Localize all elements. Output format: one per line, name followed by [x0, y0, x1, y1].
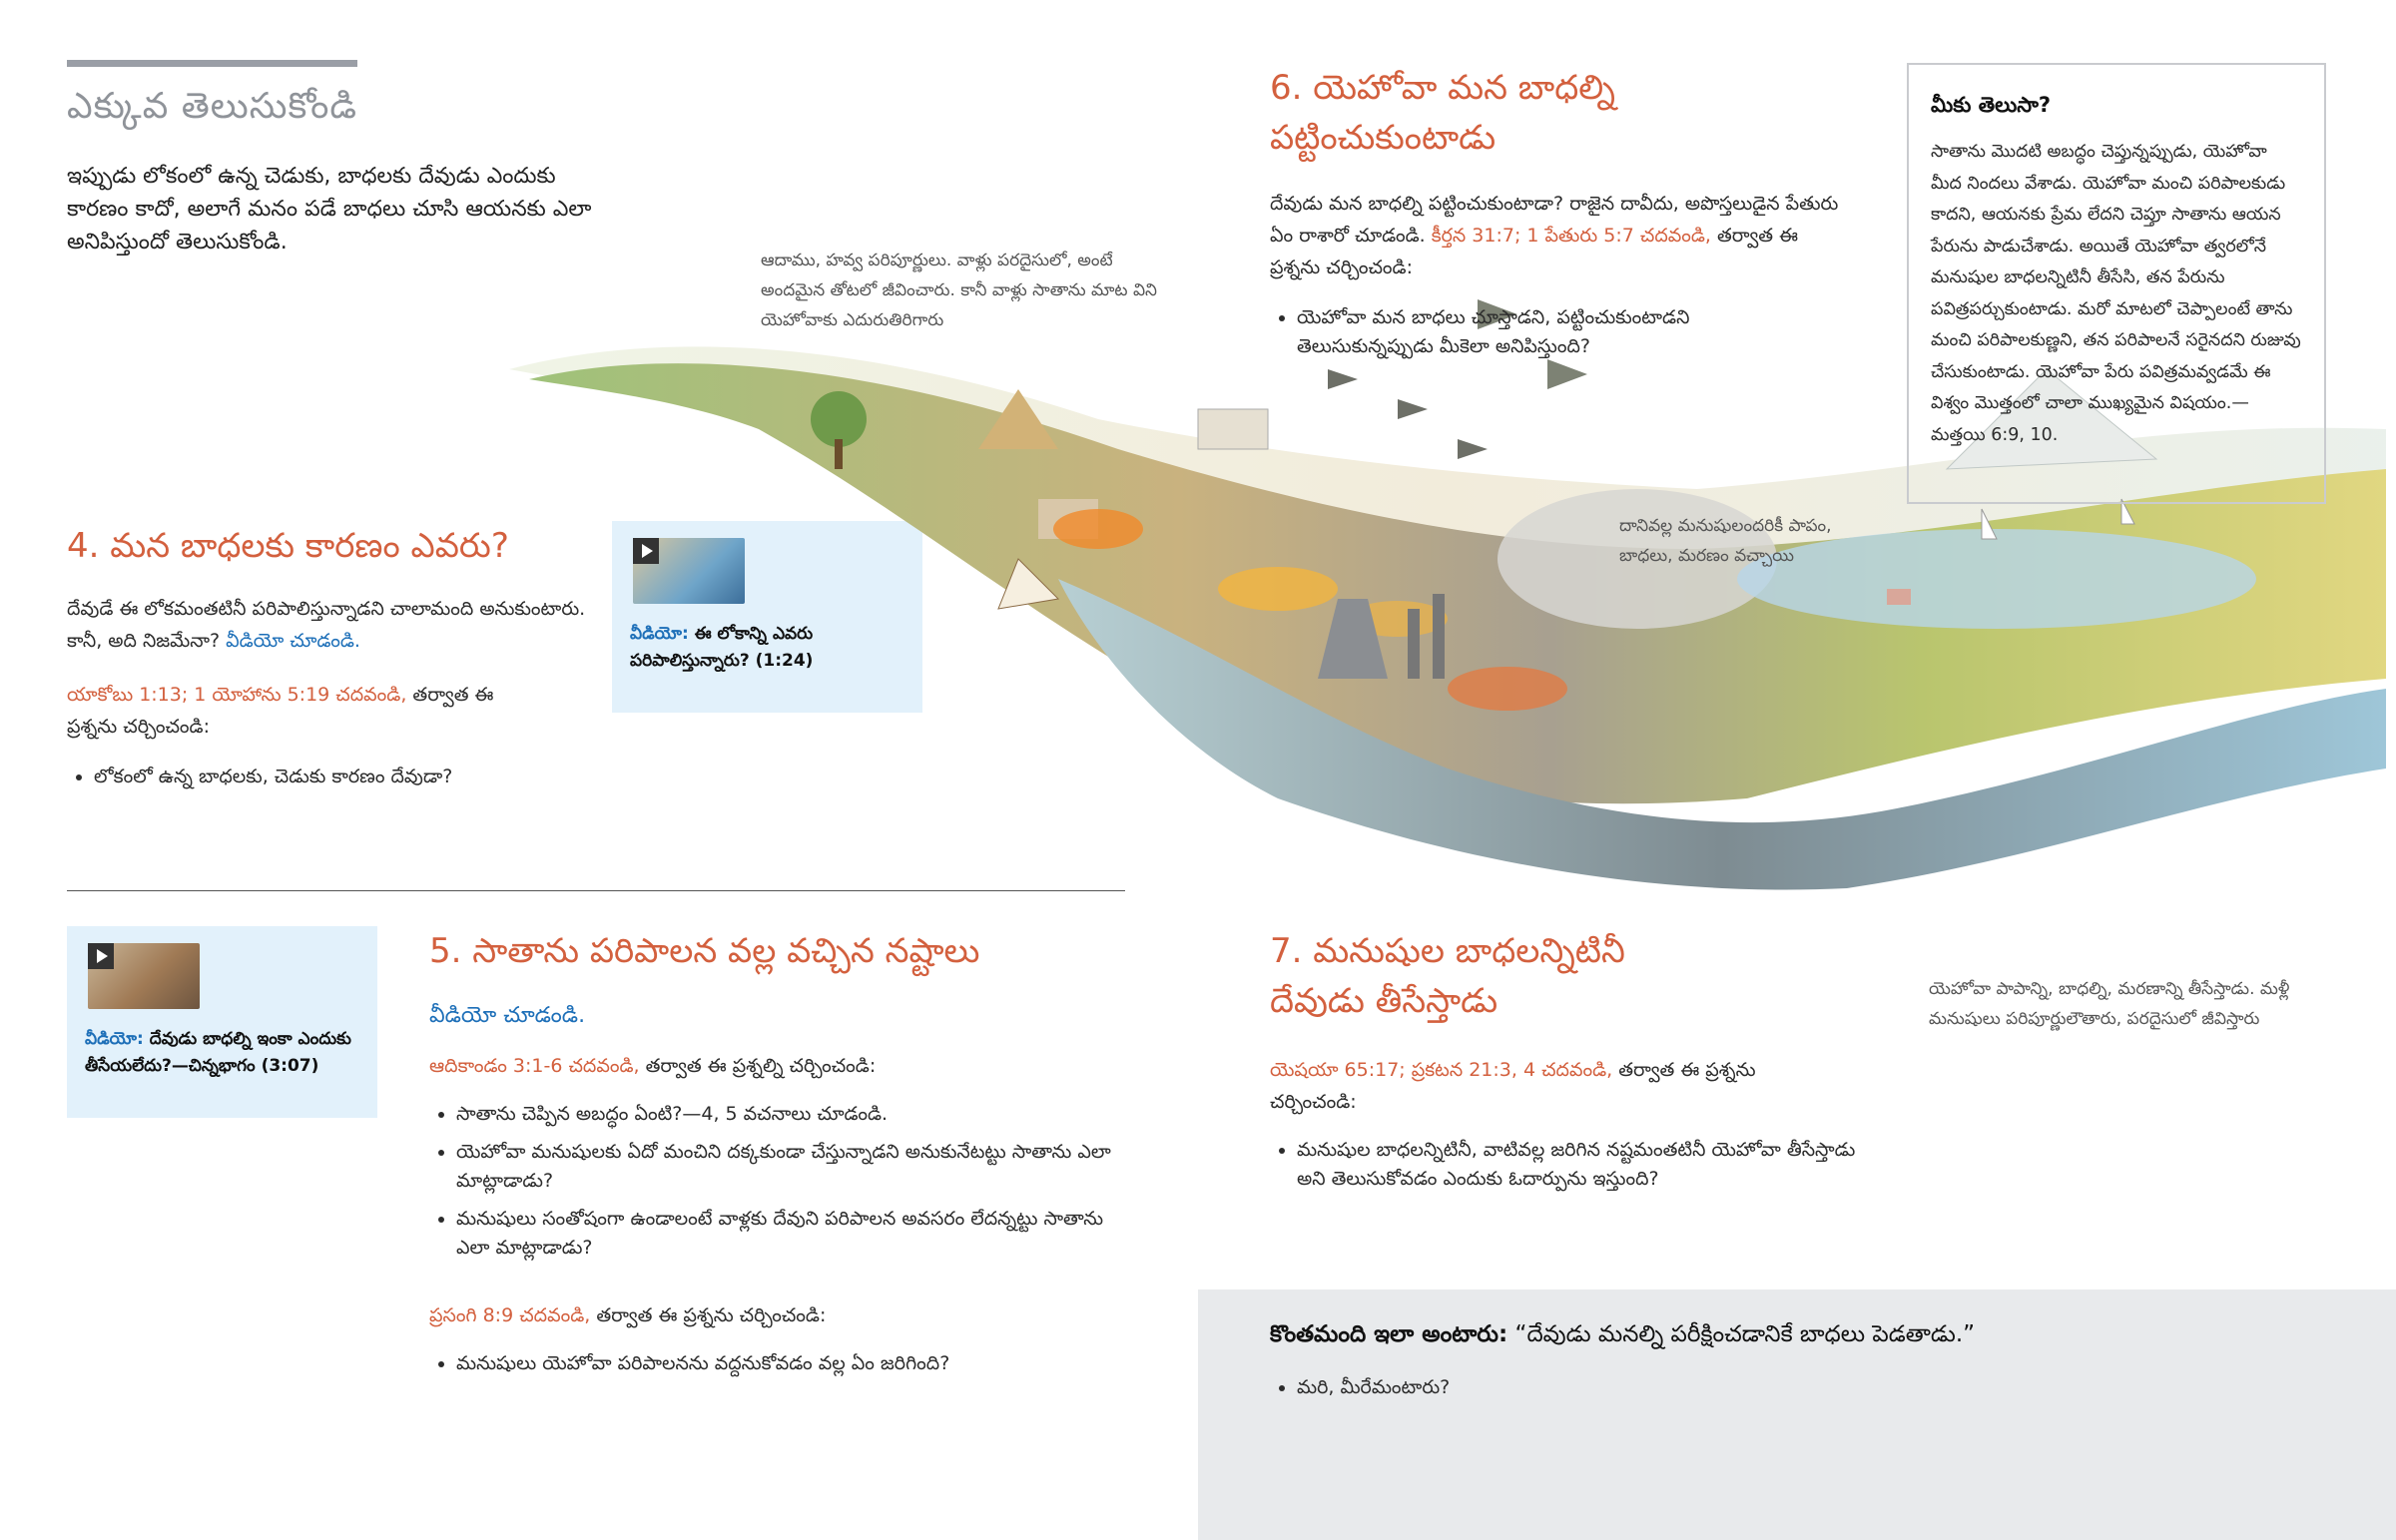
- title-rule: [67, 60, 357, 67]
- did-you-know-box: [1907, 63, 2326, 504]
- caption-eden: ఆదాము, హవ్వ పరిపూర్ణులు. వాళ్లు పరదైసులో, అంటే అందమైన తోటలో జీవించారు. కానీ వాళ్లు సాతాను మాట విని యెహోవాకు ఎదురుతిరిగారు: [761, 251, 1157, 330]
- question-item: • మనుషులు సంతోషంగా ఉండాలంటే వాళ్లకు దేవుని పరిపాలన అవసరం లేదన్నట్టు సాతాను ఎలా మాట్లాడాడు?: [456, 1205, 1128, 1263]
- did-you-know-title: మీకు తెలుసా?: [1931, 93, 2052, 117]
- house-icon: [1887, 589, 1911, 605]
- plane-icon: [1328, 369, 1488, 459]
- did-you-know-text: సాతాను మొదటి అబద్ధం చెప్తున్నప్పుడు, యెహోవా మీద నిందలు వేశాడు. యెహోవా మంచి పరిపాలకుడు కాదని, ఆయనకు ప్రేమ లేదని చెప్తూ సాతాను ఆయన పేరును పాడుచేశాడు. అయితే యెహోవా త్వరలోనే మనుషుల బాధలన్నిటినీ తీసేసి, తన పేరును పవిత్రపర్చుకుంటాడు. మరో మాటలో చెప్పాలంటే తాను మంచి పరిపాలకుణ్ణని, తన పరిపాలనే సరైనదని రుజువు చేసుకుంటాడు. యెహోవా పేరు పవిత్రమవ్వడమే ఈ విశ్వం మొత్తంలో చాలా ముఖ్యమైన విషయం.—మత్తయి 6:9, 10.: [1931, 142, 2301, 445]
- page-title: ఎక్కువ తెలుసుకోండి: [67, 86, 358, 127]
- fire-icon: [1448, 667, 1567, 711]
- chimney-icon: [1433, 594, 1445, 679]
- video-label: వీడియో:: [630, 624, 689, 644]
- question-item: • యెహోవా మనుషులకు ఏదో మంచిని దక్కకుండా చేస్తున్నాడని అనుకునేటట్టు సాతాను ఎలా మాట్లాడాడు?: [456, 1138, 1128, 1196]
- section-7-refs-line: [1270, 1054, 1829, 1118]
- question-item: • సాతాను చెప్పిన అబద్ధం ఏంటి?—4, 5 వచనాలు చూడండి.: [456, 1100, 1128, 1129]
- section-6-body: [1270, 188, 1839, 283]
- some-say-box: [1198, 1289, 2396, 1540]
- section-5-questions-2: [429, 1345, 1128, 1387]
- scripture-refs[interactable]: ప్రసంగి 8:9 చదవండి,: [429, 1304, 591, 1326]
- section-6-questions: [1270, 299, 1789, 370]
- question-item: • మనుషులు యెహోవా పరిపాలనను వద్దనుకోవడం వల్ల ఏం జరిగింది?: [456, 1349, 1128, 1378]
- play-icon[interactable]: [88, 943, 114, 969]
- some-say-questions: [1270, 1369, 2069, 1411]
- section-6-text: దేవుడు మన బాధల్ని పట్టించుకుంటాడా? రాజైన దావీదు, అపొస్తలుడైన పేతురు ఏం రాశారో చూడండి.: [1270, 193, 1839, 247]
- section-7-heading: 7. మనుషుల బాధలన్నిటినీ దేవుడు తీసేస్తాడు: [1270, 931, 1625, 1021]
- section-5-refs-line-2: [429, 1299, 1128, 1331]
- intro-text: ఇప్పుడు లోకంలో ఉన్న చెడుకు, బాధలకు దేవుడు ఎందుకు కారణం కాదో, అలాగే మనం పడే బాధలు చూసి ఆయనకు ఎలా అనిపిస్తుందో తెలుసుకోండి.: [67, 164, 592, 255]
- caption-sin: దానివల్ల మనుషులందరికీ పాపం, బాధలు, మరణం వచ్చాయి: [1619, 516, 1832, 566]
- scripture-refs[interactable]: యెషయా 65:17; ప్రకటన 21:3, 4 చదవండి,: [1270, 1059, 1613, 1081]
- explosion-icon: [1218, 567, 1338, 611]
- question-item: • మరి, మీరేమంటారు?: [1297, 1373, 2069, 1402]
- question-item: • యెహోవా మన బాధలు చూస్తాడని, పట్టించుకుంటాడని తెలుసుకున్నప్పుడు మీకెలా అనిపిస్తుంది?: [1297, 303, 1789, 361]
- video-caption: [85, 1026, 354, 1080]
- video-box-section-5[interactable]: [67, 926, 377, 1118]
- section-6-text-2: తర్వాత ఈ ప్రశ్నను చర్చించండి:: [1270, 225, 1799, 278]
- section-5-heading: 5. సాతాను పరిపాలన వల్ల వచ్చిన నష్టాలు: [429, 931, 980, 971]
- section-6-heading: 6. యెహోవా మన బాధల్ని పట్టించుకుంటాడు: [1270, 68, 1615, 158]
- some-say-line: [1270, 1321, 2368, 1353]
- scripture-refs[interactable]: యాకోబు 1:13; 1 యోహాను 5:19 చదవండి,: [67, 684, 407, 706]
- video-thumbnail[interactable]: [88, 943, 200, 1009]
- caption-paradise: యెహోవా పాపాన్ని, బాధల్ని, మరణాన్ని తీసేస్తాడు. మళ్లీ మనుషులు పరిపూర్ణులౌతారు, పరదైసులో జీవిస్తారు: [1929, 979, 2290, 1029]
- temple-icon: [1198, 409, 1268, 449]
- section-5-text-2: తర్వాత ఈ ప్రశ్నను చర్చించండి:: [590, 1304, 827, 1326]
- some-say-quote: “దేవుడు మనల్ని పరీక్షించడానికే బాధలు పెడతాడు.”: [1507, 1321, 1976, 1347]
- video-title: దేవుడు బాధల్ని ఇంకా ఎందుకు తీసేయలేదు?—చిన్నభాగం (3:07): [85, 1029, 351, 1076]
- section-7-questions: [1270, 1132, 1869, 1203]
- section-4-heading: 4. మన బాధలకు కారణం ఎవరు?: [67, 526, 509, 566]
- section-4-text: దేవుడే ఈ లోకమంతటినీ పరిపాలిస్తున్నాడని చాలామంది అనుకుంటారు. కానీ, అది నిజమేనా?: [67, 598, 586, 652]
- some-say-label: కొంతమంది ఇలా అంటారు:: [1270, 1321, 1508, 1347]
- watch-video-link[interactable]: వీడియో చూడండి.: [226, 630, 360, 652]
- section-5-questions: [429, 1096, 1128, 1272]
- chimney-icon: [1408, 609, 1420, 679]
- fire-icon: [1053, 509, 1143, 549]
- watch-video-link[interactable]: వీడియో చూడండి.: [429, 1003, 586, 1028]
- video-label: వీడియో:: [85, 1029, 144, 1049]
- question-item: • లోకంలో ఉన్న బాధలకు, చెడుకు కారణం దేవుడా?: [94, 763, 586, 791]
- scripture-refs[interactable]: కీర్తన 31:7; 1 పేతురు 5:7 చదవండి,: [1431, 225, 1711, 247]
- video-title: ఈ లోకాన్ని ఎవరు పరిపాలిస్తున్నారు? (1:24): [630, 624, 814, 671]
- section-5-refs-line: [429, 1050, 1128, 1082]
- section-4-refs-line: [67, 679, 506, 743]
- section-5-text: తర్వాత ఈ ప్రశ్నల్ని చర్చించండి:: [639, 1055, 877, 1077]
- section-7-text: తర్వాత ఈ ప్రశ్నను చర్చించండి:: [1270, 1059, 1756, 1113]
- scripture-refs[interactable]: ఆదికాండం 3:1-6 చదవండి,: [429, 1055, 640, 1077]
- section-4-text-2: తర్వాత ఈ ప్రశ్నను చర్చించండి:: [67, 684, 494, 738]
- tree-icon: [811, 391, 867, 447]
- question-item: • మనుషుల బాధలన్నిటినీ, వాటివల్ల జరిగిన నష్టమంతటినీ యెహోవా తీసేస్తాడు అని తెలుసుకోవడం ఎందుకు ఓదార్పును ఇస్తుంది?: [1297, 1136, 1869, 1194]
- tree-trunk: [835, 439, 843, 469]
